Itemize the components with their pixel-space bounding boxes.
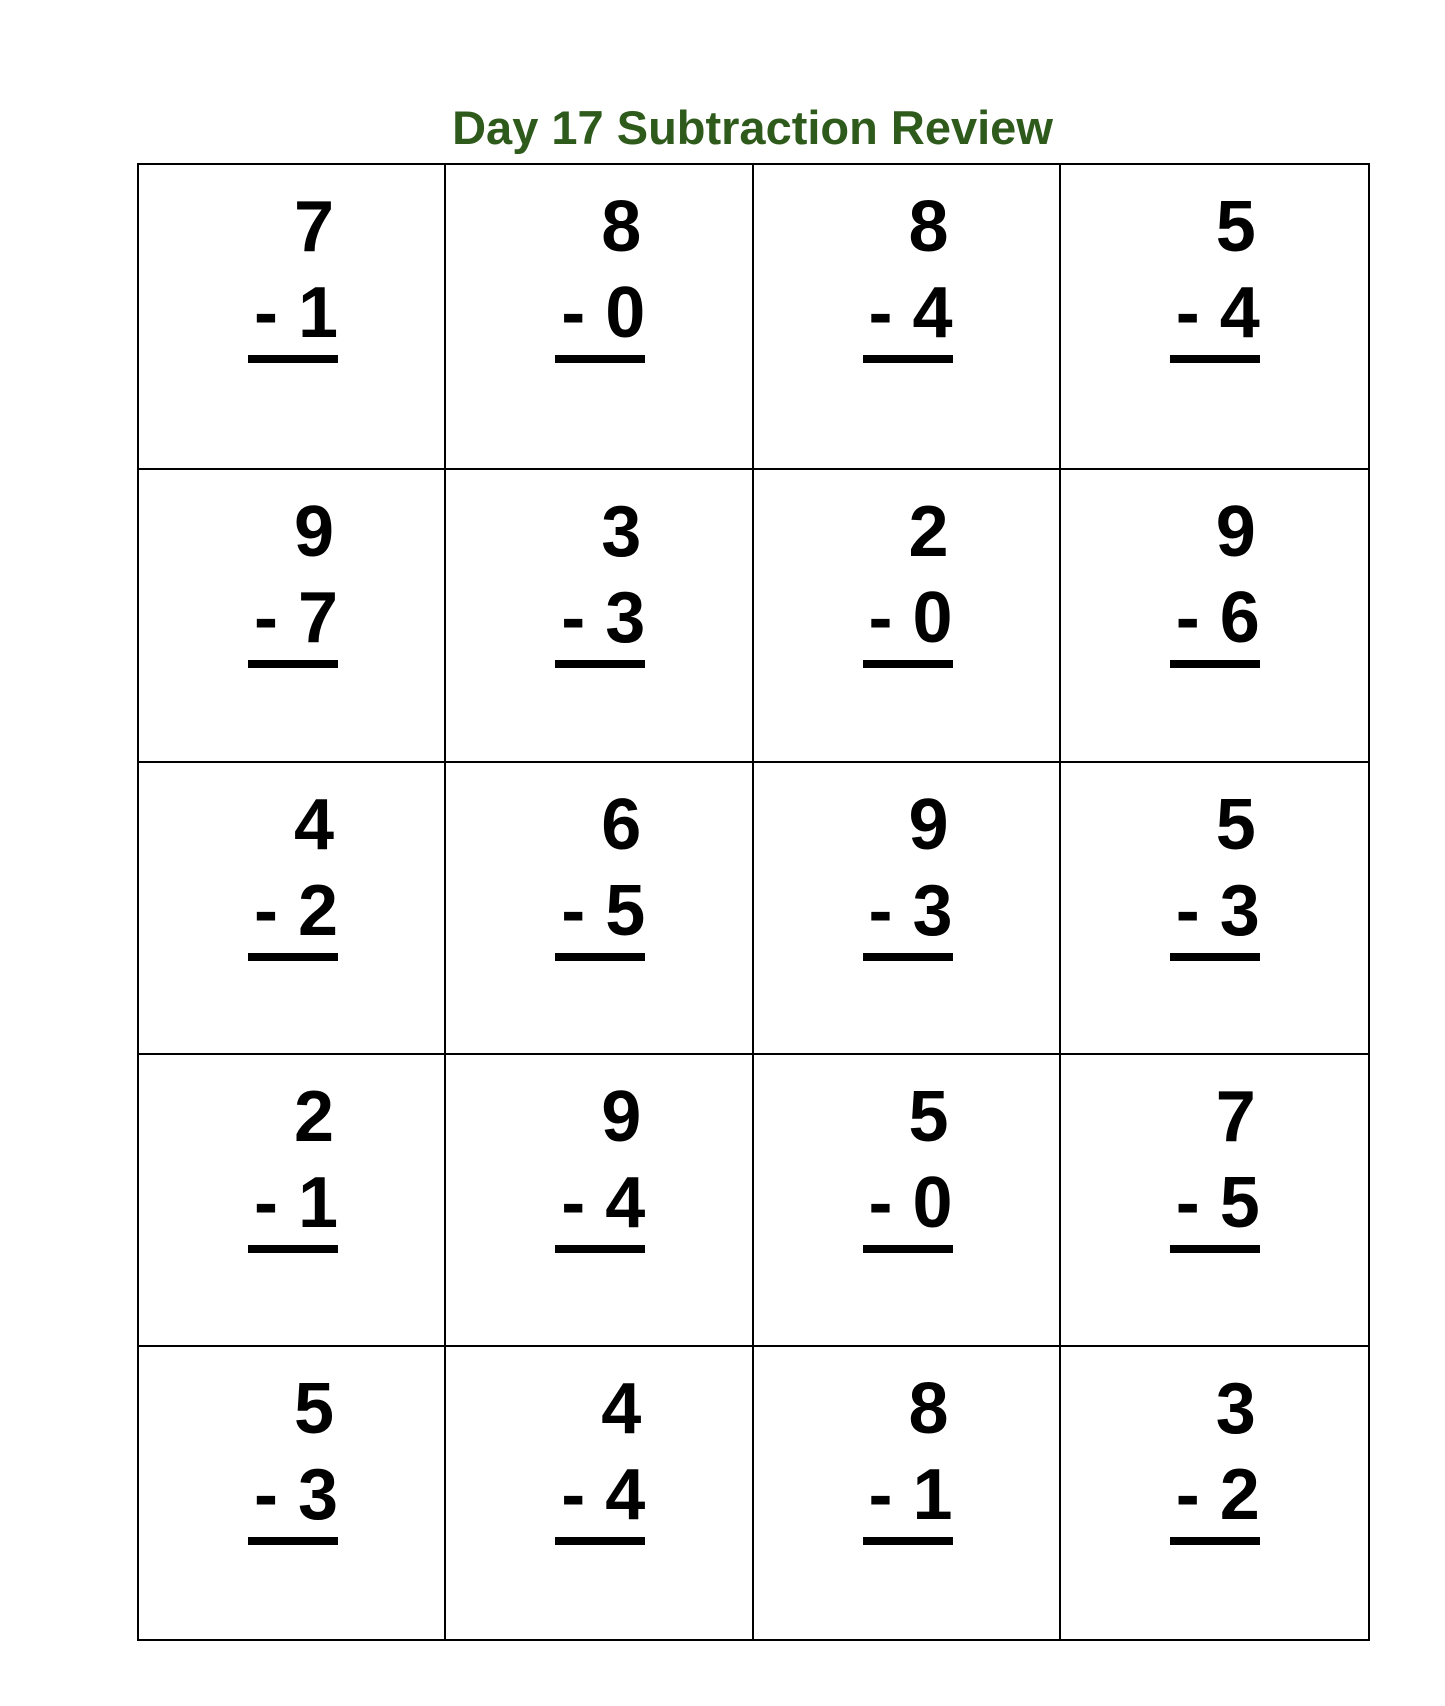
minuend: 9	[1215, 492, 1256, 572]
subtraction-problem	[1170, 1365, 1260, 1545]
subtrahend: - 1	[248, 271, 338, 363]
problem-grid	[137, 163, 1370, 1641]
subtrahend: - 6	[1170, 576, 1260, 668]
subtraction-problem	[863, 183, 953, 363]
problem-cell	[754, 165, 1061, 470]
problem-cell	[139, 763, 446, 1055]
minuend: 5	[1215, 785, 1256, 865]
subtraction-problem	[555, 1073, 645, 1253]
subtraction-problem	[555, 183, 645, 363]
subtrahend: - 1	[248, 1161, 338, 1253]
subtrahend: - 4	[1170, 271, 1260, 363]
subtraction-problem	[863, 1365, 953, 1545]
minuend: 8	[908, 1369, 949, 1449]
problem-cell	[754, 470, 1061, 763]
problem-cell	[446, 470, 753, 763]
problem-cell	[1061, 165, 1368, 470]
subtraction-problem	[1170, 1073, 1260, 1253]
minuend: 4	[601, 1369, 642, 1449]
problem-cell	[754, 763, 1061, 1055]
minuend: 8	[908, 187, 949, 267]
subtrahend: - 4	[555, 1453, 645, 1545]
subtrahend: - 5	[555, 869, 645, 961]
subtrahend: - 2	[248, 869, 338, 961]
subtrahend: - 0	[863, 1161, 953, 1253]
subtrahend: - 0	[863, 576, 953, 668]
minuend: 8	[601, 187, 642, 267]
minuend: 3	[1215, 1369, 1256, 1449]
subtrahend: - 1	[863, 1453, 953, 1545]
subtraction-problem	[1170, 183, 1260, 363]
subtrahend: - 4	[555, 1161, 645, 1253]
minuend: 3	[601, 492, 642, 572]
problem-cell	[139, 165, 446, 470]
problem-cell	[754, 1055, 1061, 1347]
minuend: 9	[601, 1077, 642, 1157]
subtraction-problem	[863, 781, 953, 961]
subtrahend: - 5	[1170, 1161, 1260, 1253]
minuend: 6	[601, 785, 642, 865]
subtraction-problem	[1170, 488, 1260, 668]
subtraction-problem	[555, 1365, 645, 1545]
subtraction-problem	[248, 1365, 338, 1545]
problem-cell	[446, 763, 753, 1055]
subtrahend: - 3	[555, 576, 645, 668]
subtraction-problem	[863, 488, 953, 668]
subtrahend: - 3	[1170, 869, 1260, 961]
problem-cell	[139, 1055, 446, 1347]
problem-cell	[139, 470, 446, 763]
problem-cell	[139, 1347, 446, 1639]
problem-cell	[1061, 470, 1368, 763]
minuend: 5	[293, 1369, 334, 1449]
minuend: 2	[908, 492, 949, 572]
subtraction-problem	[248, 183, 338, 363]
subtraction-problem	[863, 1073, 953, 1253]
minuend: 9	[908, 785, 949, 865]
minuend: 5	[908, 1077, 949, 1157]
subtrahend: - 0	[555, 271, 645, 363]
subtrahend: - 7	[248, 576, 338, 668]
subtraction-problem	[555, 781, 645, 961]
problem-cell	[446, 165, 753, 470]
subtrahend: - 3	[248, 1453, 338, 1545]
minuend: 2	[293, 1077, 334, 1157]
subtraction-problem	[555, 488, 645, 668]
subtrahend: - 4	[863, 271, 953, 363]
minuend: 5	[1215, 187, 1256, 267]
minuend: 7	[1215, 1077, 1256, 1157]
subtraction-problem	[248, 781, 338, 961]
minuend: 9	[293, 492, 334, 572]
subtrahend: - 3	[863, 869, 953, 961]
subtraction-problem	[248, 488, 338, 668]
problem-cell	[1061, 1347, 1368, 1639]
minuend: 7	[293, 187, 334, 267]
subtraction-problem	[248, 1073, 338, 1253]
problem-cell	[446, 1347, 753, 1639]
problem-cell	[1061, 1055, 1368, 1347]
subtraction-problem	[1170, 781, 1260, 961]
minuend: 4	[293, 785, 334, 865]
problem-cell	[754, 1347, 1061, 1639]
problem-cell	[1061, 763, 1368, 1055]
problem-cell	[446, 1055, 753, 1347]
subtrahend: - 2	[1170, 1453, 1260, 1545]
worksheet-title: Day 17 Subtraction Review	[452, 101, 1053, 154]
